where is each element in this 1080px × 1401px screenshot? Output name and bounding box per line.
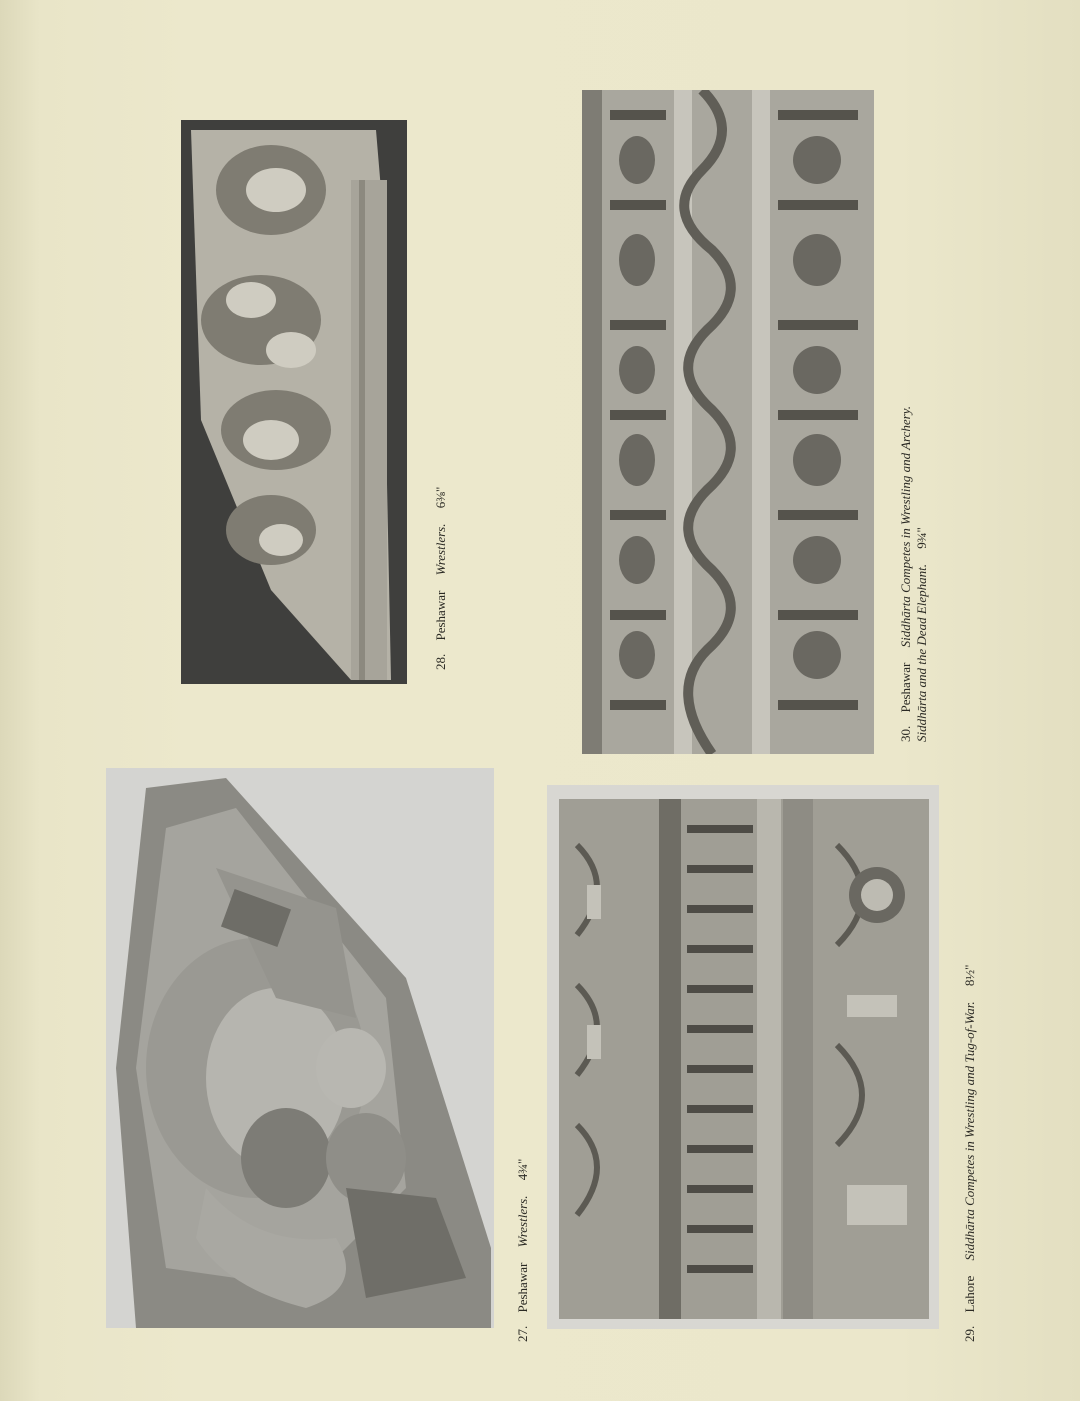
caption-27: 27. Peshawar Wrestlers. 4¾"	[515, 1158, 530, 1342]
caption-28: 28. Peshawar Wrestlers. 6⅜"	[433, 486, 448, 670]
plate-29-photo	[547, 785, 939, 1329]
caption-30: 30. Peshawar Siddhārta Competes in Wrestling and Archery. Siddhārta and the Dead Elephant. 9¾"	[898, 405, 929, 742]
plate-28-photo	[181, 120, 407, 684]
caption-29: 29. Lahore Siddhārta Competes in Wrestling and Tug-of-War. 8½"	[962, 964, 977, 1342]
plate-30-photo	[582, 90, 874, 754]
plate-27-photo	[106, 768, 494, 1328]
